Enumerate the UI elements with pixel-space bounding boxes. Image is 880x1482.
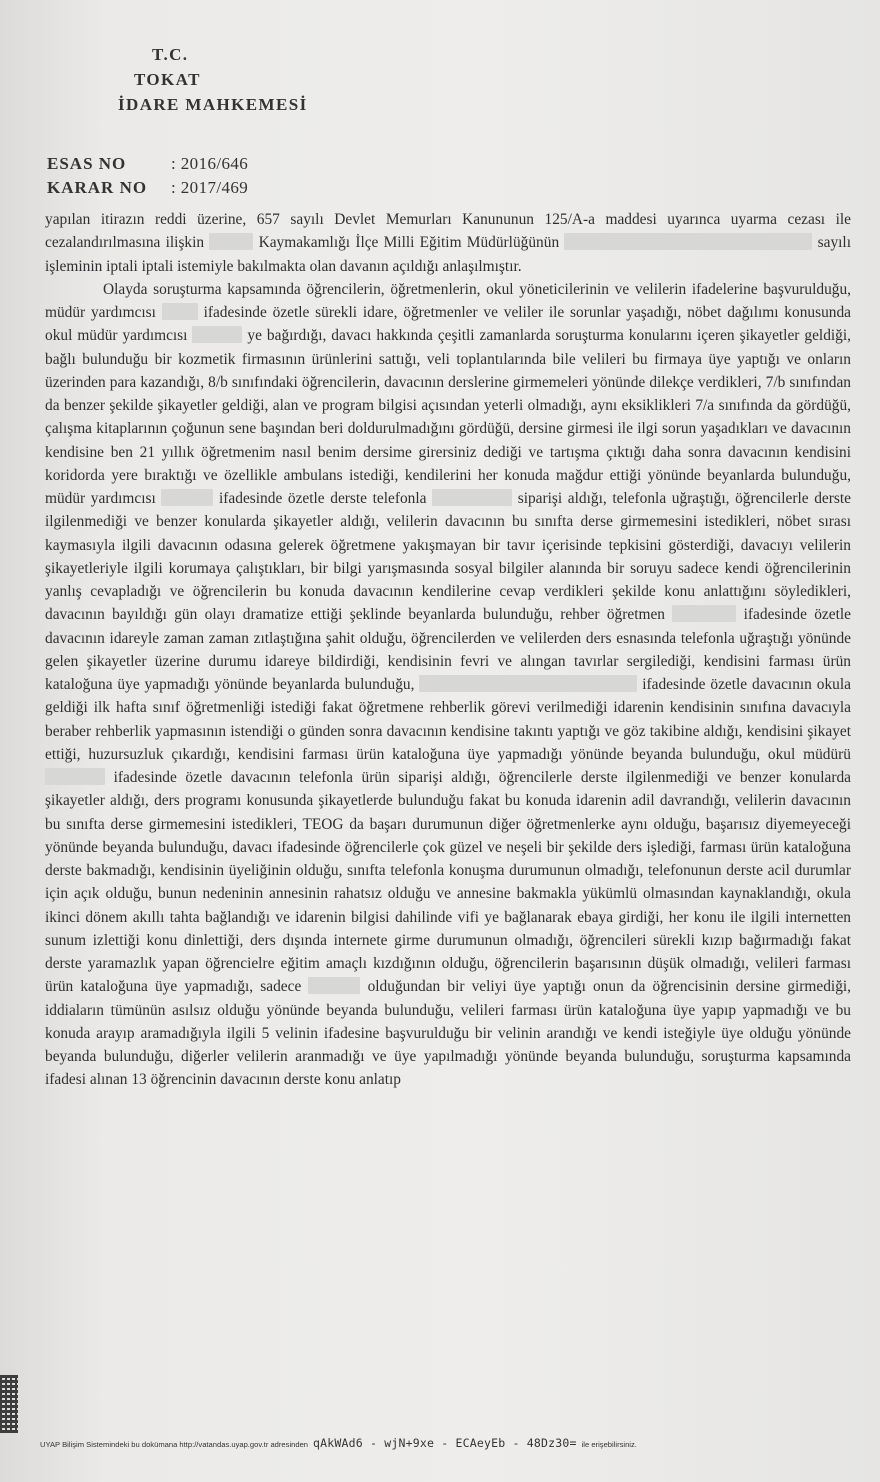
redacted-block (209, 233, 253, 250)
redacted-block (672, 605, 736, 622)
redacted-block (45, 768, 105, 785)
redacted-block (192, 326, 242, 343)
header-country: T.C. (152, 45, 189, 64)
decision-body (45, 208, 851, 1092)
text-segment: ye bağırdığı, davacı hakkında çeşitli zamanlarda soruşturma konularını içeren şikayetler geldiği, bağlı bulunduğu bir kozmetik firmasının ürünlerini sattığı, veli toplantılarında bile velileri bu firmaya üye yaptığı ve onların üzerinden para kazandığı, 8/b sınıfındaki öğrencilerin, davacının derslerine girmemeleri yönünde dilekçe verdikleri, 7/b sınıfından da benzer şekilde şikayetler geldiği, alan ve program bilgisi açısından yeterli olmadığı, aynı eksiklikleri 7/a sınıfında da gördüğü, çalışma kitaplarının çoğunun sene başından beri doldurulmadığını gördüğü, dersine girmesi ile ilgi sorun yaşadıkları ve davacının kendisine ben 21 yıllık öğretmenim nasıl benim dersime girersiniz dediği ve tartışma çıktığı daha sonra davacının kendisini koridorda yere bıraktığı ve özellikle ambulans istediği, kendilerini her konuda mağdur ettiği yönünde beyanlarda bulunduğu, müdür yardımcısı (45, 327, 851, 507)
karar-value: : 2017/469 (171, 178, 249, 197)
redacted-block (432, 489, 512, 506)
footer-prefix: UYAP Bilişim Sistemindeki bu dokümana http://vatandas.uyap.gov.tr adresinden (40, 1440, 309, 1449)
court-header (118, 42, 318, 117)
text-segment: ifadesinde özetle davacının telefonla ürün siparişi aldığı, öğrencilerle derste ilgilenmediği ve benzer konularda şikayetler aldığı, ders programı konusunda şikayetlerde bulunduğu fakat bu konuda idarenin adil davrandığı, velilerin davacının bu sınıfta derse girmemesini istedikleri, TEOG da başarı durumunun diğer öğretmenlerke aynı olduğu, başarısız diyemeyeceği yönünde beyanda bulunduğu, davacı ifadesinde öğrencilerle çok güzel ve neşeli bir şekilde ders işlediği, farması ürün kataloğuna derste bakmadığı, kendisinin üyeliğinin olduğu, sınıfta telefonla konuşma durumunun olmadığı, telefonunun derste acil durumlar için açık olduğu, bunun nedeninin annesinin rahatsız olduğu ve annesine bakmakla yükümlü olmasından kaynaklandığı, okula ikinci dönem akıllı tahta bağlandığı ve idarenin bilgisi dahilinde vifi ye bağlanarak ebaya girdiği, her konu ile ilgili internetten sunum izlettiği konu dinlettiği, ders dışında internete girme durumunun olmadığı, öğrencileri sürekli kızıp bağırmadığı fakat derste yaramazlık yapan öğrencielre eğitim amaçlı kızdığının olduğu, öğrencilerin başarısının düşük olmadığı, velileri farması ürün kataloğuna üye yapmadığı, sadece (45, 769, 851, 996)
karar-label: KARAR NO (47, 178, 148, 197)
header-city: TOKAT (134, 70, 201, 89)
text-segment: yapılan itirazın reddi üzerine, 657 sayılı Devlet Memurları Kanununun 125/A-a maddesi uyarınca uyarma cezası ile cezalandırılmasına ilişkin (45, 211, 851, 252)
text-segment: ifadesinde özetle davacının okula geldiği ilk hafta sınıf öğretmenliği istediği fakat öğretmene rehberlik görevi verilmediği idarenin kendisinin sınıfına davacıyla beraber rehberlik yapmasının istendiği o günden sonra davacının kendisine takıntı yaptığı ve göz takibine aldığı, kendisini şikayet ettiği, huzursuzluk çıkardığı, kendisini farması ürün kataloğuna üye yapmadığı yönünde beyanda bulunduğu, okul müdürü (45, 676, 851, 763)
text-segment: sayılı işleminin iptali iptali istemiyle bakılmakta olan davanın açıldığı anlaşılmıştır. (45, 234, 851, 275)
footer-suffix: ile erişebilirsiniz. (581, 1440, 637, 1449)
redacted-block (161, 489, 213, 506)
esas-label: ESAS NO (47, 154, 127, 173)
redacted-block (564, 233, 812, 250)
paragraph-1 (45, 208, 851, 278)
esas-value: : 2016/646 (171, 154, 249, 173)
text-segment: siparişi aldığı, telefonla uğraştığı, öğrencilerle derste ilgilenmediği ve benzer konularda şikayetler aldığı, velilerin davacının bu sınıfta derse girmemesini istedikleri, nöbet sırası kaymasıyla ilgili davacının odasına gelerek öğretmene yakışmayan bir tavır içerisinde tepkisini gösterdiği, davacıyı velilerin şikayetleriyle ilgili korumaya çalıştıkları, bir bilgi yarışmasında sosyal bilgiler alanında bir soruyu sadece kendi öğrencilerinin yanlış cevapladığı ve öğrencilerin bu konuda davacının kendilerine cevap verdikleri şekilde konu anlattığını söyledikleri, davacının bayıldığı gün olayı dramatize ettiği şeklinde beyanlarda bulunduğu, rehber öğretmen (45, 490, 851, 624)
text-segment: Kaymakamlığı İlçe Milli Eğitim Müdürlüğünün (258, 234, 560, 252)
text-segment: ifadesinde özetle derste telefonla (219, 490, 427, 507)
text-segment: Olayda soruşturma kapsamında öğrencilerin, öğretmenlerin, okul yöneticilerinin ve velilerin ifadelerine başvurulduğu, müdür yardımcısı (45, 280, 851, 321)
text-segment: olduğundan bir veliyi üye yaptığı onun da öğrencisinin dersine girmediği, iddiaların tümünün asılsız olduğu yönünde beyanda bulunduğu, velileri farması ürün kataloğuna üye yapıp yapmadığı ve bu konuda arayıp aramadığıyla ilgili 5 velinin ifadesine başvurulduğu bir velinin arandığı ve kendi isteğiyle üye olduğu yönünde beyanda bulunduğu, diğerler velilerin aranmadığı ve üye yapılmadığı yönünde beyanda bulunduğu, soruşturma kapsamında ifadesi alınan 13 öğrencinin davacının derste konu anlatıp (45, 978, 852, 1089)
qr-code-image (0, 1375, 18, 1433)
redacted-block (308, 977, 360, 994)
karar-row (47, 176, 248, 200)
paragraph-2 (45, 278, 851, 1092)
header-court-name: İDARE MAHKEMESİ (118, 95, 308, 114)
text-segment: ifadesinde özetle davacının idareyle zaman zaman zıtlaştığına şahit olduğu, öğrencilerden ve velilerden ders esnasında telefonla uğraştığı yönünde gelen şikayetler üzerine durumu idareye bildirdiği, kendisinin fevri ve alıngan tavırlar sergilediği, kendisini farması ürün kataloğuna üye yapmadığı yönünde beyanlarda bulunduğu, (45, 606, 851, 693)
redacted-block (419, 675, 637, 692)
verification-code: qAkWAd6 - wjN+9xe - ECAeyEb - 48Dz30= (313, 1436, 577, 1450)
case-numbers (47, 152, 248, 200)
footer-verification (40, 1436, 870, 1450)
redacted-block (162, 303, 198, 320)
text-segment: ifadesinde özetle sürekli idare, öğretmenler ve veliler ile sorunlar yaşadığı, nöbet dağılımı konusunda okul müdür yardımcısı (45, 304, 851, 345)
esas-row (47, 152, 248, 176)
